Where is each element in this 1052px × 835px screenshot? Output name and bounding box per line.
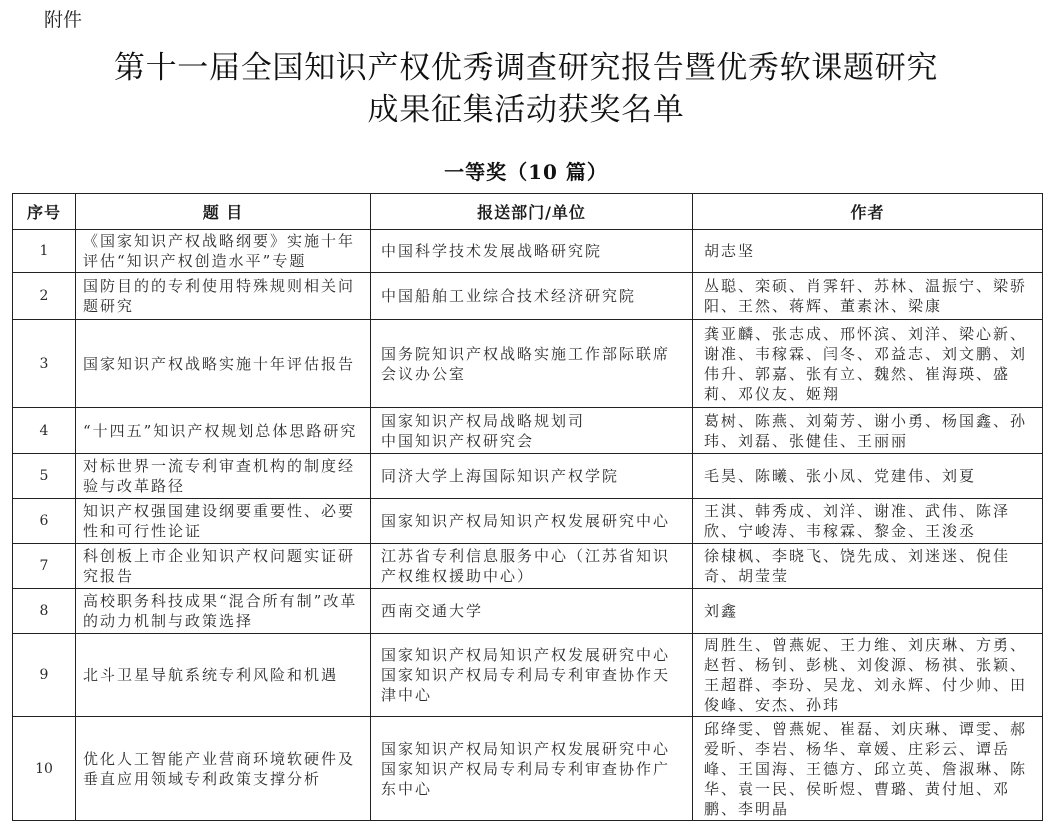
authors: 胡志坚: [693, 230, 1043, 273]
table-row: [13, 589, 1043, 634]
unit-name: 江苏省专利信息服务中心（江苏省知识产权维权援助中心）: [381, 547, 671, 585]
unit-name: 中国船舶工业综合技术经济研究院: [381, 287, 637, 305]
table-header-row: [13, 194, 1043, 230]
table-row: [13, 408, 1043, 454]
unit-name: 国家知识产权局知识产权发展研究中心: [381, 512, 671, 530]
authors: 龚亚麟、张志成、邢怀滨、刘洋、梁心新、谢准、韦稼霖、闫冬、邓益志、刘文鹏、刘伟升、郭嘉、张有立、魏然、崔海瑛、盛莉、邓仪友、姬翔: [693, 320, 1043, 408]
row-number: 5: [13, 454, 76, 499]
row-number: 3: [13, 320, 76, 408]
submitting-unit: [371, 589, 693, 634]
table-row: [13, 499, 1043, 544]
report-title: 北斗卫星导航系统专利风险和机遇: [76, 634, 371, 717]
header-authors: 作者: [693, 194, 1043, 230]
submitting-unit: [371, 273, 693, 320]
unit-name: 中国科学技术发展战略研究院: [381, 242, 603, 260]
report-title: 优化人工智能产业营商环境软硬件及垂直应用领域专利政策支撑分析: [76, 717, 371, 821]
authors: 邱绛雯、曾燕妮、崔磊、刘庆琳、谭雯、郝爱昕、李岩、杨华、章媛、庄彩云、谭岳峰、王国海、王德方、邱立英、詹淑琳、陈华、袁一民、侯昕煜、曹璐、黄付旭、邓鹏、李明晶: [693, 717, 1043, 821]
report-title: 国家知识产权战略实施十年评估报告: [76, 320, 371, 408]
row-number: 4: [13, 408, 76, 454]
report-title: 《国家知识产权战略纲要》实施十年评估“知识产权创造水平”专题: [76, 230, 371, 273]
authors: 葛树、陈燕、刘菊芳、谢小勇、杨国鑫、孙玮、刘磊、张健佳、王丽丽: [693, 408, 1043, 454]
header-unit: 报送部门/单位: [371, 194, 693, 230]
header-topic: 题 目: [76, 194, 371, 230]
report-title: 高校职务科技成果“混合所有制”改革的动力机制与政策选择: [76, 589, 371, 634]
unit-name: 国家知识产权局战略规划司: [381, 411, 586, 430]
unit-name: 中国知识产权研究会: [381, 431, 535, 450]
unit-name: 西南交通大学: [381, 602, 484, 620]
document-title: 第十一届全国知识产权优秀调查研究报告暨优秀软课题研究成果征集活动获奖名单: [113, 50, 939, 128]
submitting-unit: [371, 717, 693, 821]
submitting-unit: [371, 634, 693, 717]
unit-name: 国务院知识产权战略实施工作部际联席会议办公室: [381, 344, 671, 383]
unit-name: 国家知识产权局知识产权发展研究中心: [381, 646, 671, 664]
row-number: 9: [13, 634, 76, 717]
table-row: [13, 230, 1043, 273]
row-number: 6: [13, 499, 76, 544]
authors: 周胜生、曾燕妮、王力维、刘庆琳、方勇、赵哲、杨钊、彭桃、刘俊源、杨祺、张颖、王超群、李玢、吴龙、刘永辉、付少帅、田俊峰、安杰、孙玮: [693, 634, 1043, 717]
authors: 毛昊、陈曦、张小凤、党建伟、刘夏: [693, 454, 1043, 499]
row-number: 2: [13, 273, 76, 320]
table-row: [13, 454, 1043, 499]
unit-name: 国家知识产权局专利局专利审查协作广东中心: [381, 759, 671, 798]
table-row: [13, 634, 1043, 717]
awards-table: [12, 193, 1043, 821]
award-section-heading: 一等奖（10 篇）: [444, 160, 608, 184]
report-title: 对标世界一流专利审查机构的制度经验与改革路径: [76, 454, 371, 499]
authors: 王淇、韩秀成、刘洋、谢准、武伟、陈泽欣、宁峻涛、韦稼霖、黎金、王浚丞: [693, 499, 1043, 544]
submitting-unit: [371, 454, 693, 499]
unit-name: 国家知识产权局知识产权发展研究中心: [381, 739, 671, 758]
row-number: 7: [13, 544, 76, 589]
row-number: 10: [13, 717, 76, 821]
table-row: [13, 717, 1043, 821]
authors: 刘鑫: [693, 589, 1043, 634]
table-row: [13, 273, 1043, 320]
table-row: [13, 544, 1043, 589]
report-title: 国防目的的专利使用特殊规则相关问题研究: [76, 273, 371, 320]
header-number: 序号: [13, 194, 76, 230]
report-title: 知识产权强国建设纲要重要性、必要性和可行性论证: [76, 499, 371, 544]
report-title: 科创板上市企业知识产权问题实证研究报告: [76, 544, 371, 589]
report-title: “十四五”知识产权规划总体思路研究: [76, 408, 371, 454]
submitting-unit: [371, 230, 693, 273]
submitting-unit: [371, 499, 693, 544]
attachment-label: 附件: [44, 9, 83, 31]
submitting-unit: [371, 544, 693, 589]
row-number: 8: [13, 589, 76, 634]
unit-name: 国家知识产权局专利局专利审查协作天津中心: [381, 666, 671, 704]
submitting-unit: [371, 408, 693, 454]
submitting-unit: [371, 320, 693, 408]
row-number: 1: [13, 230, 76, 273]
authors: 丛聪、栾硕、肖霁轩、苏林、温振宁、梁骄阳、王然、蒋辉、董素沐、梁康: [693, 273, 1043, 320]
authors: 徐棣枫、李晓飞、饶先成、刘迷迷、倪佳奇、胡莹莹: [693, 544, 1043, 589]
table-row: [13, 320, 1043, 408]
unit-name: 同济大学上海国际知识产权学院: [381, 467, 620, 485]
